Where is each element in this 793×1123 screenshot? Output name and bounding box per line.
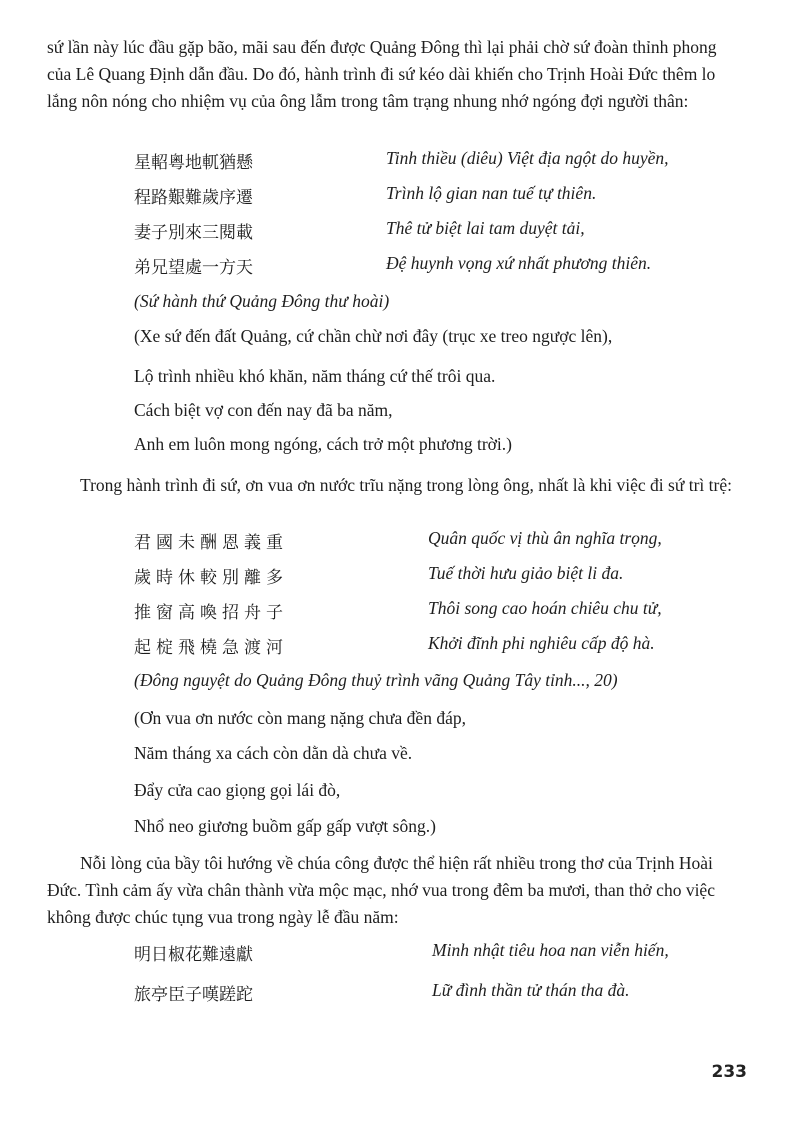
phonetic-text: Tinh thiều (diêu) Việt địa ngột do huyền, — [386, 148, 669, 168]
poem-line — [0, 980, 793, 1015]
poem-line — [0, 253, 793, 288]
phonetic-text: Trình lộ gian nan tuế tự thiên. — [386, 183, 597, 203]
paragraph-3: Nỗi lòng của bầy tôi hướng về chúa công được thể hiện rất nhiều trong thơ của Trịnh Hoài Đức. Tình cảm ấy vừa chân thành vừa mộc mạc, nhớ vua trong đêm ba mươi, than thở cho việc không được chúc tụng vua trong ngày lễ đầu năm: — [47, 853, 715, 927]
han-text: 推窗高喚招舟子 — [134, 603, 288, 623]
paragraph-2: Trong hành trình đi sứ, ơn vua ơn nước trĩu nặng trong lòng ông, nhất là khi việc đi sứ trì trệ: — [80, 475, 732, 495]
poem-line — [0, 183, 793, 218]
translation-line: Đẩy cửa cao giọng gọi lái đò, — [134, 780, 341, 800]
han-text: 妻子別來三閱載 — [134, 223, 253, 243]
poem-line — [0, 598, 793, 633]
han-text: 弟兄望處一方天 — [134, 258, 253, 278]
phonetic-text: Đệ huynh vọng xứ nhất phương thiên. — [386, 253, 652, 273]
phonetic-text: Thê tử biệt lai tam duyệt tải, — [386, 218, 585, 238]
phonetic-text: Lữ đình thần tử thán tha đà. — [432, 980, 630, 1000]
paragraph-1: sứ lần này lúc đầu gặp bão, mãi sau đến được Quảng Đông thì lại phải chờ sứ đoàn thỉnh phong của Lê Quang Định dẫn đầu. Do đó, hành trình đi sứ kéo dài khiến cho Trịnh Hoài Đức thêm lo lắng nôn nóng cho nhiệm vụ của ông lẫm trong tâm trạng nhung nhớ ngóng đợi người thân: — [47, 37, 717, 111]
translation-line: Năm tháng xa cách còn dằn dà chưa về. — [134, 743, 413, 763]
poem-line — [0, 633, 793, 668]
phonetic-text: Thôi song cao hoán chiêu chu tử, — [428, 598, 662, 618]
han-text: 旅亭臣子嘆蹉跎 — [134, 985, 253, 1005]
translation-line: Cách biệt vợ con đến nay đã ba năm, — [134, 400, 393, 420]
phonetic-text: Khởi đĩnh phi nghiêu cấp độ hà. — [428, 633, 655, 653]
han-text: 明日椒花難遠獻 — [134, 945, 253, 965]
poem-3 — [0, 940, 793, 1015]
poem-1 — [0, 148, 793, 288]
han-text: 起椗飛橈急渡河 — [134, 638, 288, 658]
poem-1-source: (Sứ hành thứ Quảng Đông thư hoài) — [134, 291, 390, 311]
poem-line — [0, 218, 793, 253]
poem-line — [0, 563, 793, 598]
poem-line — [0, 940, 793, 980]
han-text: 君國未酬恩義重 — [134, 533, 288, 553]
han-text: 星軺粵地軏猶懸 — [134, 153, 253, 173]
poem-2 — [0, 528, 793, 668]
phonetic-text: Quân quốc vị thù ân nghĩa trọng, — [428, 528, 662, 548]
page-number: 233 — [711, 1062, 747, 1082]
poem-line — [0, 528, 793, 563]
han-text: 程路艱難歲序遷 — [134, 188, 253, 208]
phonetic-text: Minh nhật tiêu hoa nan viễn hiến, — [432, 940, 669, 960]
poem-line — [0, 148, 793, 183]
translation-line: Lộ trình nhiều khó khăn, năm tháng cứ thế trôi qua. — [134, 366, 496, 386]
translation-line: (Ơn vua ơn nước còn mang nặng chưa đền đáp, — [134, 708, 466, 728]
translation-line: (Xe sứ đến đất Quảng, cứ chần chừ nơi đây (trục xe treo ngược lên), — [134, 326, 613, 346]
phonetic-text: Tuế thời hưu giảo biệt li đa. — [428, 563, 624, 583]
translation-line: Nhổ neo giương buồm gấp gấp vượt sông.) — [134, 816, 436, 836]
han-text: 歲時休較別離多 — [134, 568, 288, 588]
translation-line: Anh em luôn mong ngóng, cách trở một phương trời.) — [134, 434, 512, 454]
poem-2-source: (Đông nguyệt do Quảng Đông thuỷ trình vãng Quảng Tây tỉnh..., 20) — [134, 670, 618, 690]
